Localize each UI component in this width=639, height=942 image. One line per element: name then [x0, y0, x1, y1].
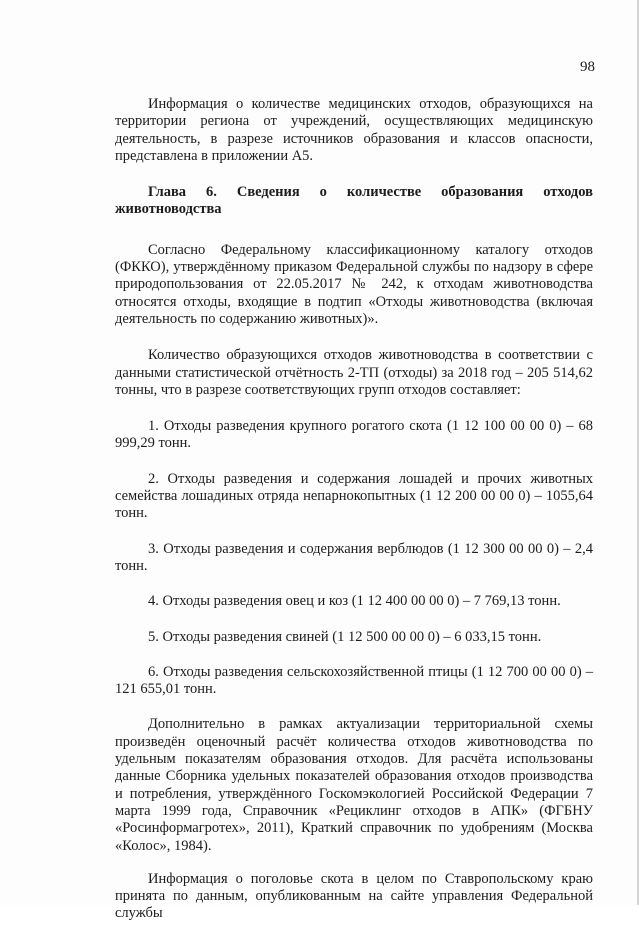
quantity-paragraph: Количество образующихся отходов животноводства в соответствии с данными статистической отчётность 2-ТП (отходы) за 2018 год – 205 514,62 тонны, что в разрезе соответствующих групп отходов составляет: — [115, 347, 593, 398]
chapter-heading: Глава 6. Сведения о количестве образования отходов животноводства — [115, 184, 593, 218]
additional-calculation-paragraph: Дополнительно в рамках актуализации территориальной схемы произведён оценочный расчёт количества отходов животноводства по удельным показателям образования отходов. Для расчёта использованы данные Сборника удельных показателей образования отходов производства и потребления, утверждённого Госкомэкологией Российской Федерации 7 марта 1999 года, Справочник «Рециклинг отходов в АПК» (ФГБНУ «Росинформагротех», 2011), Краткий справочник по удобрениям (Москва «Колос», 1984). — [115, 716, 593, 854]
waste-group-item: 2. Отходы разведения и содержания лошадей и прочих животных семейства лошадиных отряда непарнокопытных (1 12 200 00 00 0) – 1055,64 тонн. — [115, 470, 593, 522]
page-content — [115, 96, 593, 942]
waste-group-item: 6. Отходы разведения сельскохозяйственной птицы (1 12 700 00 00 0) – 121 655,01 тонн. — [115, 663, 593, 698]
waste-group-item: 4. Отходы разведения овец и коз (1 12 400 00 00 0) – 7 769,13 тонн. — [148, 593, 561, 610]
page-number: 98 — [580, 59, 595, 75]
waste-group-item: 1. Отходы разведения крупного рогатого скота (1 12 100 00 00 0) – 68 999,29 тонн. — [115, 418, 593, 452]
intro-paragraph: Информация о количестве медицинских отходов, образующихся на территории региона от учреждений, осуществляющих медицинскую деятельность, в разрезе источников образования и классов опасности, представлена в приложении А5. — [115, 96, 593, 164]
livestock-paragraph: Информация о поголовье скота в целом по Ставропольскому краю принята по данным, опубликованным на сайте управления Федеральной службы — [115, 870, 593, 922]
waste-group-item: 5. Отходы разведения свиней (1 12 500 00 00 0) – 6 033,15 тонн. — [148, 628, 542, 645]
waste-group-item: 3. Отходы разведения и содержания верблюдов (1 12 300 00 00 0) – 2,4 тонн. — [115, 540, 593, 574]
fkko-paragraph: Согласно Федеральному классификационному каталогу отходов (ФККО), утверждённому приказом Федеральной службы по надзору в сфере природопользования от 22.05.2017 № 242, к отходам животноводства относятся отходы, входящие в подтип «Отходы животноводства (включая деятельность по содержанию животных)». — [115, 241, 593, 327]
